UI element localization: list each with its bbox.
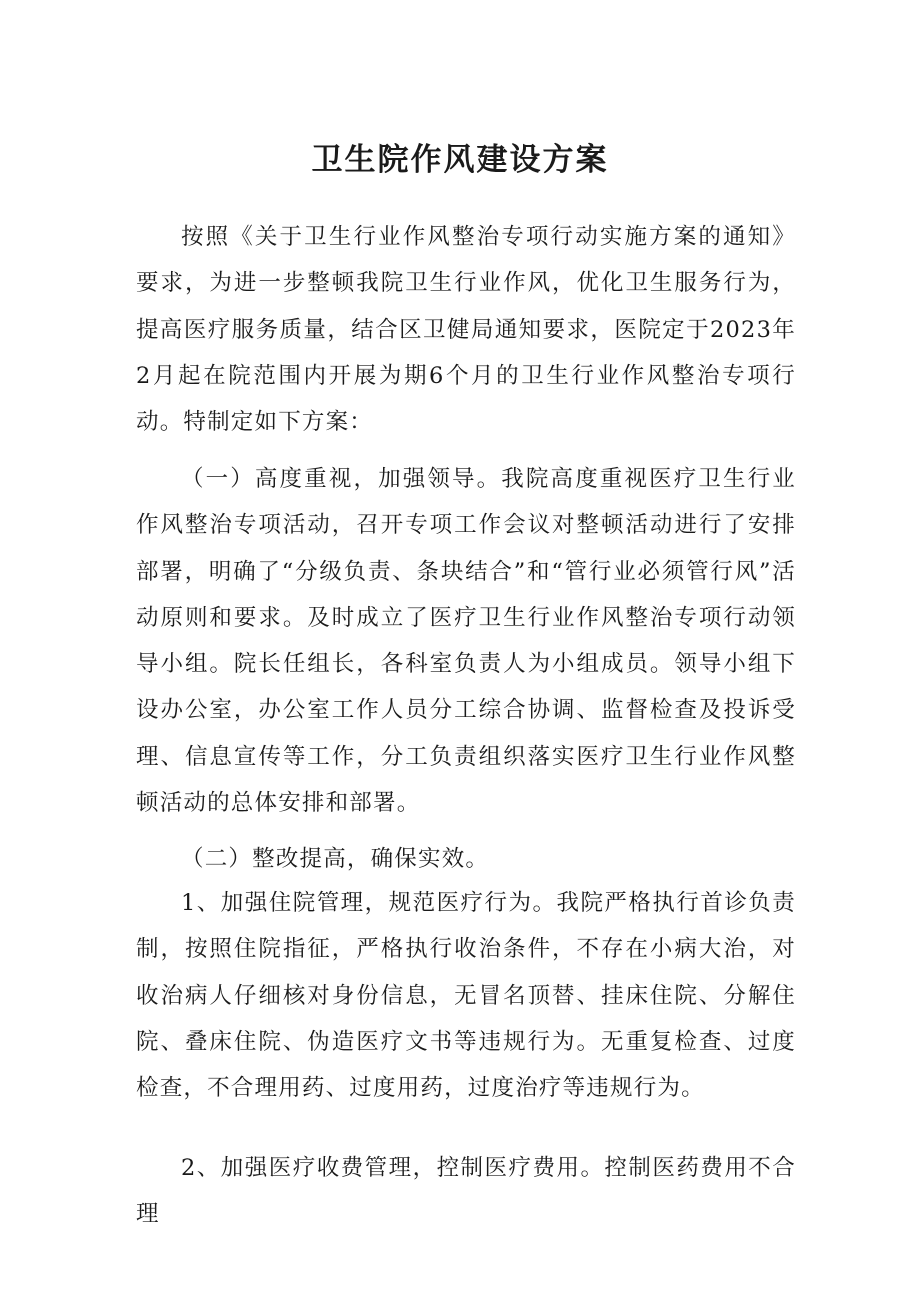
paragraph-intro: 按照《关于卫生行业作风整治专项行动实施方案的通知》要求，为进一步整顿我院卫生行业作风，优化卫生服务行为，提高医疗服务质量，结合区卫健局通知要求，医院定于2023年2月起在院范围内开展为期6个月的卫生行业作风整治专项行动。特制定如下方案： — [136, 224, 796, 436]
document-title: 卫生院作风建设方案 — [311, 142, 609, 178]
paragraph-section-2-heading: （二）整改提高，确保实效。 — [181, 846, 490, 872]
paragraph-item-1: 1、加强住院管理，规范医疗行为。我院严格执行首诊负责制，按照住院指征，严格执行收治条件，不存在小病大治，对收治病人仔细核对身份信息，无冒名顶替、挂床住院、分解住院、叠床住院、伪造医疗文书等违规行为。无重复检查、过度检查，不合理用药、过度用药，过度治疗等违规行为。 — [136, 890, 796, 1102]
paragraph-item-2: 2、加强医疗收费管理，控制医疗费用。控制医药费用不合理 — [136, 1155, 796, 1228]
paragraph-section-1: （一）高度重视，加强领导。我院高度重视医疗卫生行业作风整治专项活动，召开专项工作会议对整顿活动进行了安排部署，明确了“分级负责、条块结合”和“管行业必须管行风”活动原则和要求。及时成立了医疗卫生行业作风整治专项行动领导小组。院长任组长，各科室负责人为小组成员。领导小组下设办公室，办公室工作人员分工综合协调、监督检查及投诉受理、信息宣传等工作，分工负责组织落实医疗卫生行业作风整顿活动的总体安排和部署。 — [136, 466, 796, 817]
